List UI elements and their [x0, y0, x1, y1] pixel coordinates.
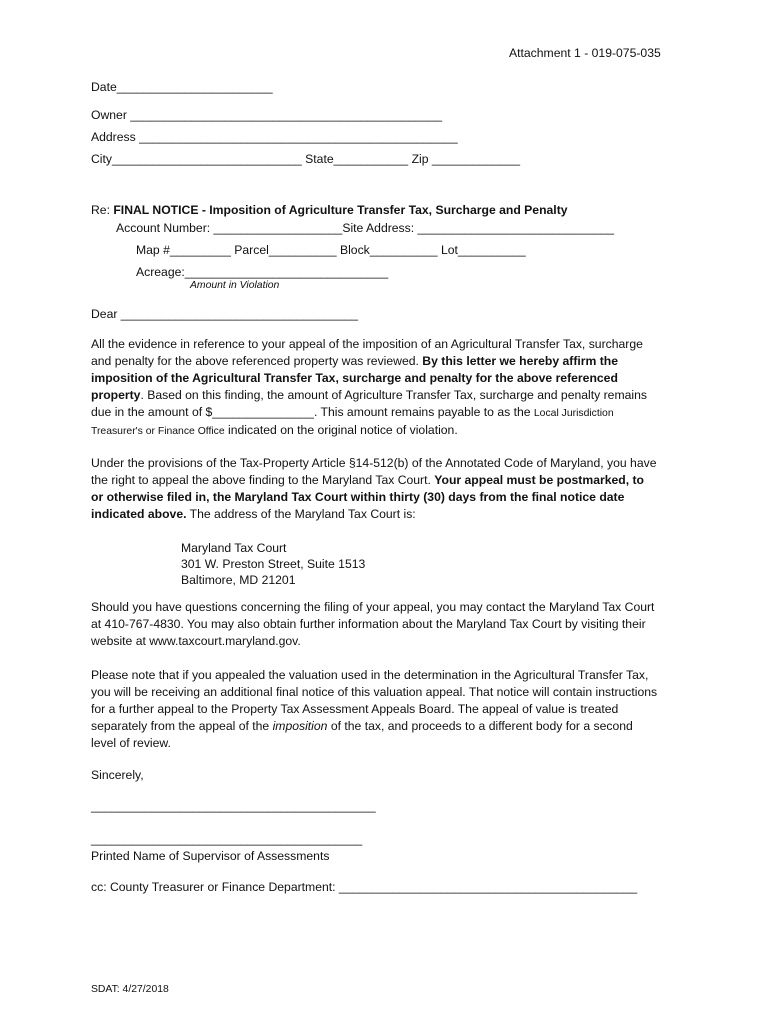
city-state-zip-field: City____________________________ State___________ Zip _____________: [91, 152, 520, 166]
printed-name-line: ________________________________________: [91, 832, 363, 846]
text-run: Treasurer's or Finance Office: [91, 426, 225, 437]
amount-in-violation-label: Amount in Violation: [190, 280, 280, 291]
re-title: FINAL NOTICE - Imposition of Agriculture Transfer Tax, Surcharge and Penalty: [113, 203, 568, 217]
court-address: [181, 540, 481, 588]
paragraph-line: [91, 353, 681, 370]
text-run: the right to appeal the above finding to the Maryland Tax Court.: [91, 473, 435, 487]
paragraph-appeal-rights: [91, 455, 681, 523]
paragraph-line: [91, 404, 681, 422]
paragraph-line: [91, 387, 681, 404]
dear-field: Dear ___________________________________: [91, 307, 359, 321]
text-run: Local Jurisdiction: [533, 408, 614, 419]
paragraph-line: [91, 506, 681, 523]
text-run: indicated above.: [91, 507, 187, 521]
text-run: imposition: [272, 719, 328, 733]
paragraph-contact: [91, 599, 681, 650]
text-run: indicated on the original notice of violation.: [224, 423, 458, 437]
paragraph-valuation-note: [91, 667, 681, 752]
printed-name-label: Printed Name of Supervisor of Assessments: [91, 849, 330, 863]
text-run: due in the amount of $_______________. This amount remains payable to as the: [91, 405, 534, 419]
paragraph-line: for a further appeal to the Property Tax Assessment Appeals Board. The appeal of value is treated: [91, 702, 619, 716]
address-field: Address _______________________________________________: [91, 130, 458, 144]
paragraph-line: Should you have questions concerning the filing of your appeal, you may contact the Maryland Tax Court: [91, 600, 655, 614]
text-run: or otherwise filed in, the Maryland Tax Court within thirty (30) days from the final notice date: [91, 490, 625, 504]
text-run: By this letter we hereby affirm the: [422, 354, 619, 368]
owner-field: Owner ______________________________________________: [91, 108, 443, 122]
cc-line: cc: County Treasurer or Finance Department: ____________________________________________: [91, 880, 638, 894]
text-run: imposition of the Agricultural Transfer Tax, surcharge and penalty for the above referenced: [91, 371, 618, 385]
paragraph-line: [91, 718, 681, 735]
sincerely-text: Sincerely,: [91, 768, 144, 782]
acreage-field: Acreage:______________________________: [136, 265, 389, 279]
attachment-number: Attachment 1 - 019-075-035: [509, 46, 661, 60]
paragraph-line: website at www.taxcourt.maryland.gov.: [91, 634, 301, 648]
paragraph-line: All the evidence in reference to your appeal of the imposition of an Agricultural Transfer Tax, surcharge: [91, 337, 643, 351]
text-run: . Based on this finding, the amount of Agriculture Transfer Tax, surcharge and penalty remains: [140, 388, 647, 402]
account-site-field: Account Number: ___________________Site Address: _____________________________: [116, 221, 615, 235]
paragraph-line: [91, 422, 681, 440]
text-run: and penalty for the above referenced property was reviewed.: [91, 354, 423, 368]
re-line: [91, 203, 568, 217]
signature-line: __________________________________________: [91, 799, 376, 813]
court-street: 301 W. Preston Street, Suite 1513: [181, 557, 366, 571]
paragraph-line: [91, 489, 681, 506]
court-city: Baltimore, MD 21201: [181, 573, 296, 587]
paragraph-line: Under the provisions of the Tax-Property Article §14-512(b) of the Annotated Code of Maryland, you have: [91, 456, 657, 470]
paragraph-decision: [91, 336, 681, 440]
text-run: property: [91, 388, 141, 402]
paragraph-line: [91, 472, 681, 489]
date-field: Date_______________________: [91, 80, 273, 94]
text-run: The address of the Maryland Tax Court is:: [186, 507, 416, 521]
map-parcel-field: Map #_________ Parcel__________ Block__________ Lot__________: [136, 243, 526, 257]
paragraph-line: Please note that if you appealed the valuation used in the determination in the Agricultural Transfer Tax,: [91, 668, 649, 682]
text-run: separately from the appeal of the: [91, 719, 273, 733]
paragraph-line: level of review.: [91, 736, 171, 750]
paragraph-line: [91, 370, 681, 387]
text-run: of the tax, and proceeds to a different body for a second: [327, 719, 633, 733]
footer-date: SDAT: 4/27/2018: [91, 984, 169, 995]
re-prefix: Re:: [91, 203, 114, 217]
paragraph-line: you will be receiving an additional final notice of this valuation appeal. That notice will contain instructions: [91, 685, 658, 699]
paragraph-line: at 410-767-4830. You may also obtain further information about the Maryland Tax Court by visiting their: [91, 617, 646, 631]
text-run: Your appeal must be postmarked, to: [434, 473, 644, 487]
court-name: Maryland Tax Court: [181, 541, 287, 555]
